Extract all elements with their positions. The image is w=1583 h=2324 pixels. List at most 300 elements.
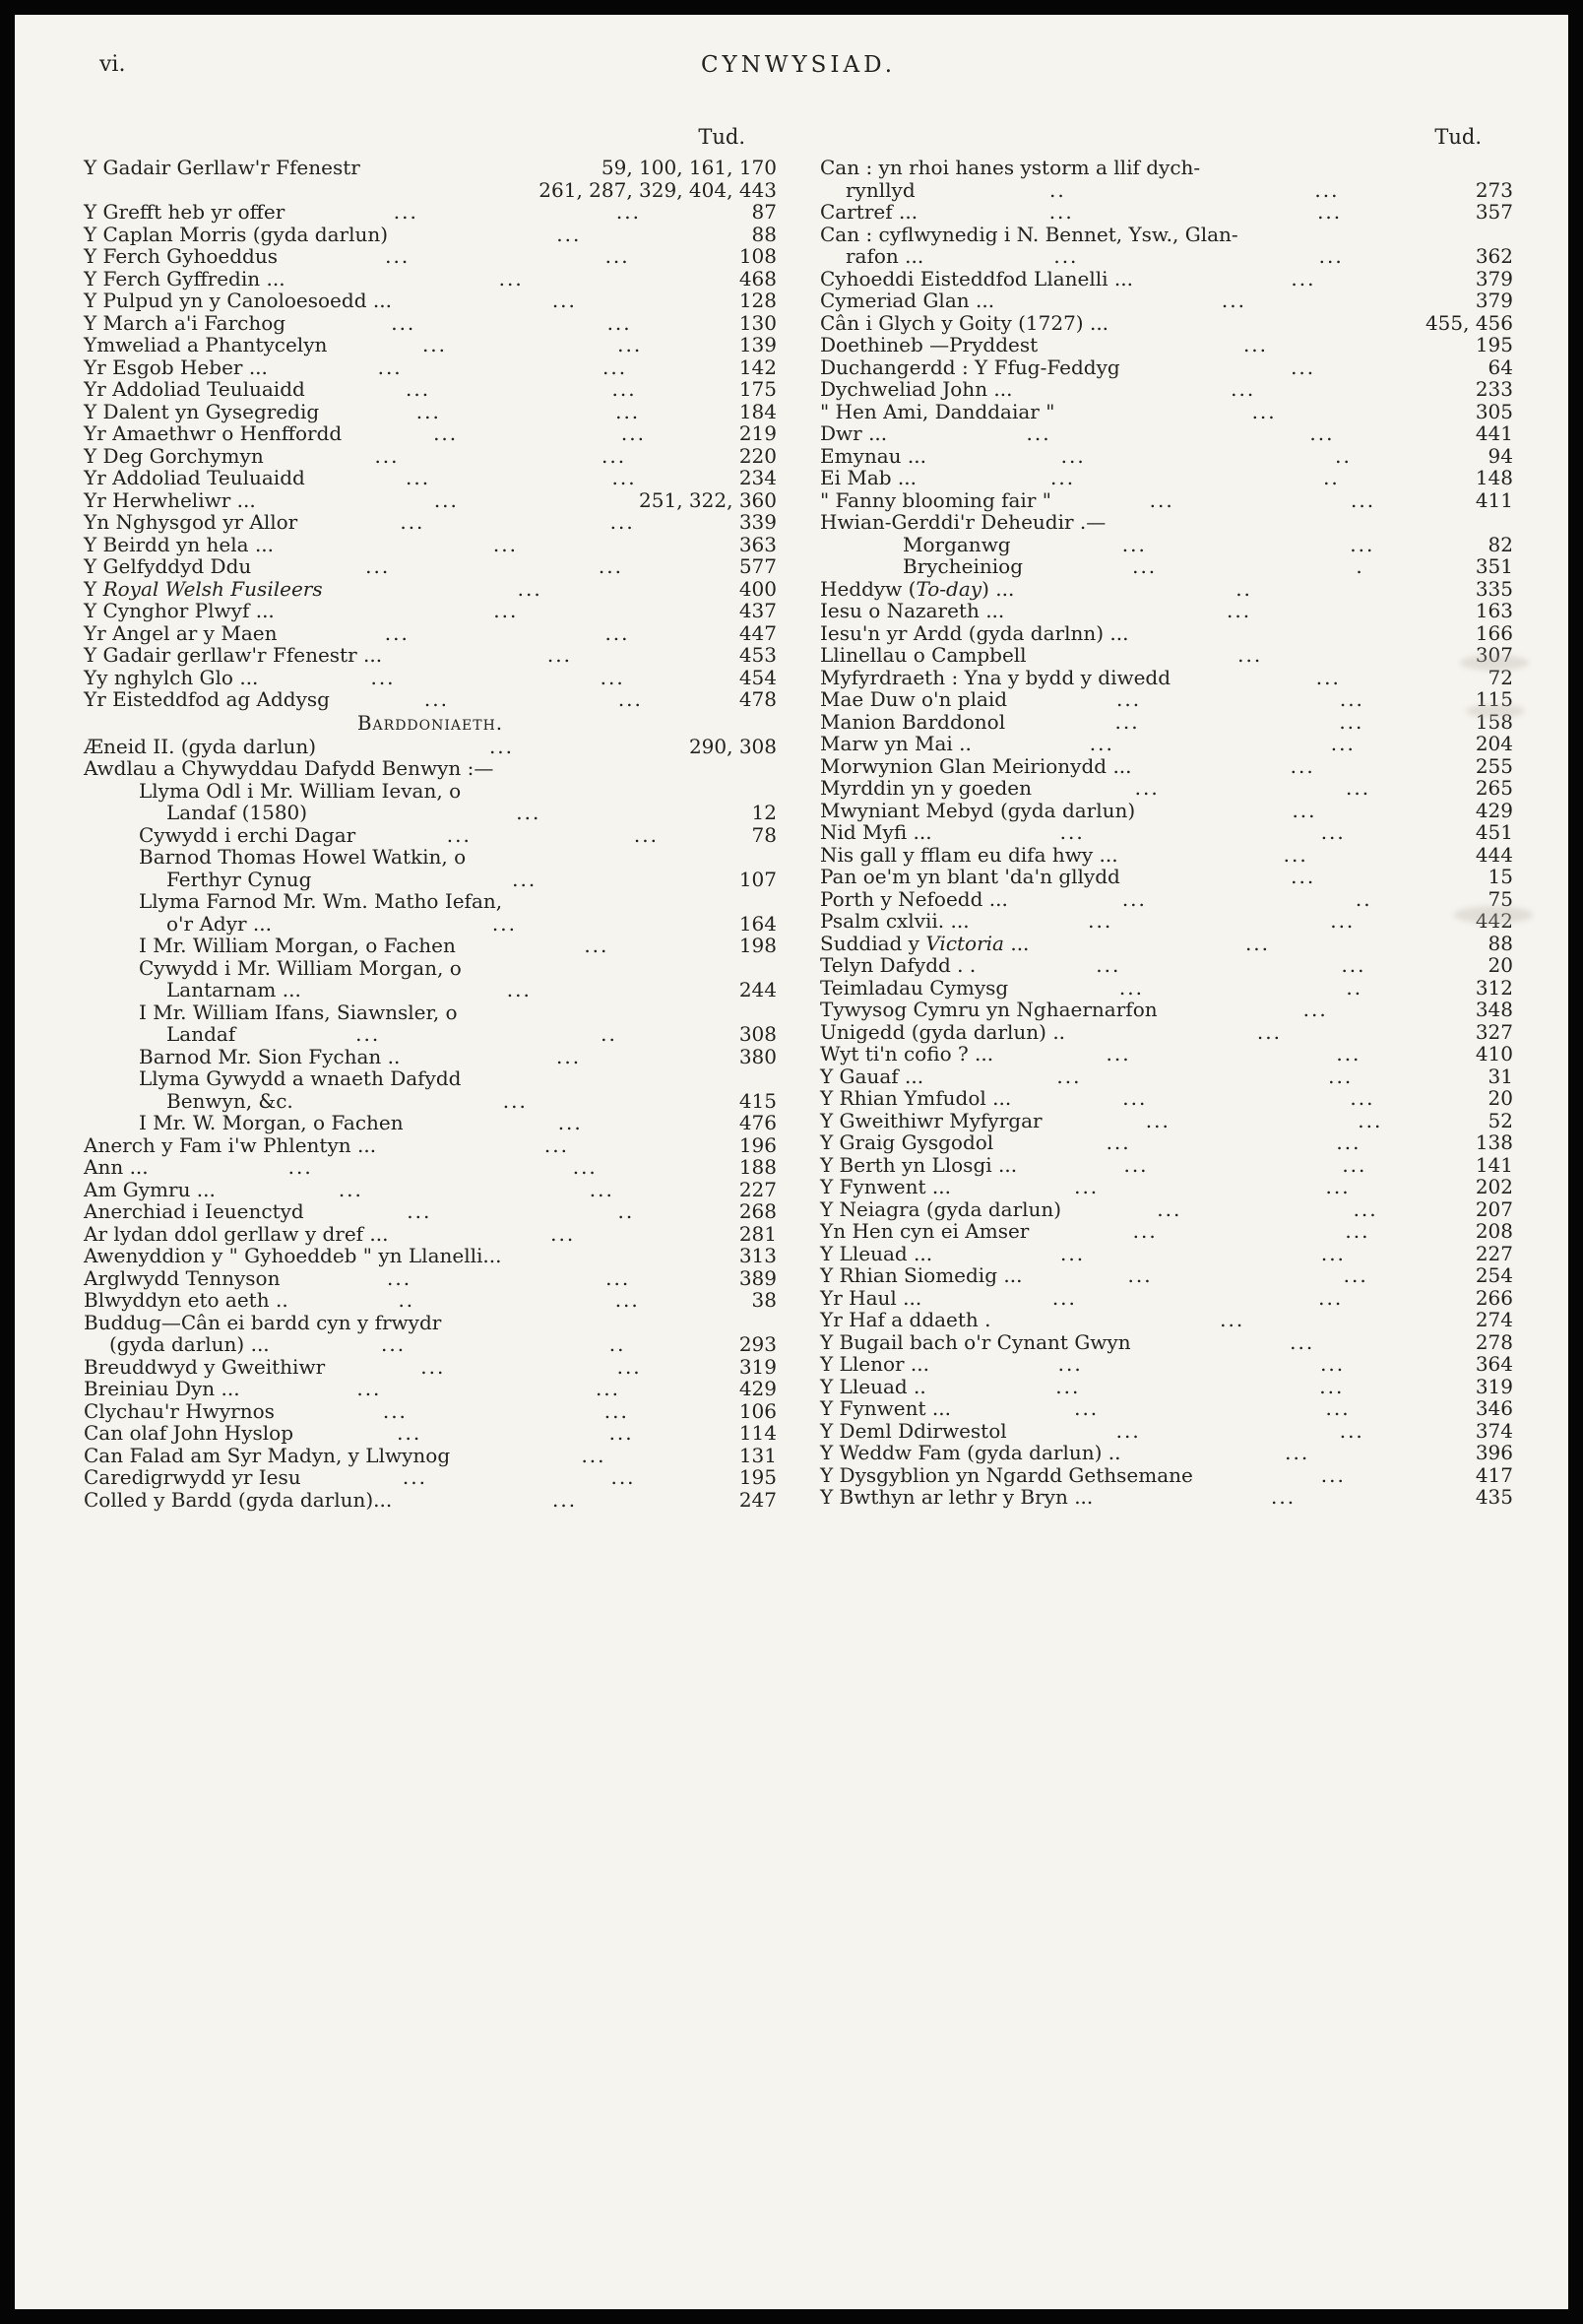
page-number: 198 bbox=[738, 934, 777, 957]
toc-row bbox=[84, 1067, 777, 1090]
toc-row bbox=[820, 1442, 1513, 1464]
entry-title: Manion Barddonol bbox=[820, 709, 1006, 734]
page-number: 227 bbox=[738, 1177, 777, 1201]
toc-row bbox=[84, 736, 777, 758]
entry-title: Blwyddyn eto aeth .. bbox=[84, 1288, 288, 1312]
page-number: 131 bbox=[738, 1443, 777, 1467]
page-number: 319 bbox=[738, 1354, 777, 1379]
toc-row bbox=[84, 1312, 777, 1334]
entry-title: Yr Esgob Heber ... bbox=[84, 355, 268, 379]
toc-row bbox=[820, 600, 1513, 622]
entry-title: Llyma Farnod Mr. Wm. Matho Iefan, bbox=[139, 889, 503, 913]
entry-title: Ann ... bbox=[84, 1155, 149, 1179]
entry-title: Nid Myfi ... bbox=[820, 820, 932, 844]
entry-title: Æneid II. (gyda darlun) bbox=[84, 734, 317, 758]
page-number: 87 bbox=[751, 200, 777, 224]
dot-leader: ... .. bbox=[1050, 467, 1340, 489]
dot-leader: ... ... bbox=[393, 201, 641, 224]
toc-row bbox=[820, 844, 1513, 867]
page-number: 244 bbox=[738, 978, 777, 1001]
entry-title: Yr Haul ... bbox=[820, 1285, 922, 1310]
toc-row bbox=[84, 979, 777, 1001]
entry-title: Duchangerdd : Y Ffug-Feddyg bbox=[820, 355, 1120, 379]
dot-leader: ... bbox=[546, 644, 572, 667]
dot-leader: ... ... bbox=[1127, 1264, 1368, 1287]
entry-title: Y Grefft heb yr offer bbox=[84, 200, 285, 224]
entry-title: Cyhoeddi Eisteddfod Llanelli ... bbox=[820, 266, 1133, 290]
entry-title: rafon ... bbox=[846, 244, 924, 268]
dot-leader: ... bbox=[1315, 666, 1341, 688]
page-number: 348 bbox=[1475, 998, 1513, 1021]
toc-row bbox=[820, 1021, 1513, 1044]
dot-leader: ... ... bbox=[1106, 1131, 1361, 1154]
toc-row bbox=[84, 1200, 777, 1223]
dot-leader: ... ... bbox=[1123, 1153, 1367, 1176]
entry-title: Y Ferch Gyhoeddus bbox=[84, 244, 278, 268]
entry-title: Dychweliad John ... bbox=[820, 377, 1013, 401]
dot-leader: ... bbox=[557, 1112, 583, 1134]
dot-leader: ... ... bbox=[402, 1466, 636, 1489]
page-number: 164 bbox=[738, 911, 777, 936]
dot-leader: ... ... bbox=[377, 355, 628, 378]
entry-title: Y March a'i Farchog bbox=[84, 310, 286, 335]
page-number: 108 bbox=[738, 244, 777, 268]
page-number: 400 bbox=[738, 576, 777, 601]
toc-row bbox=[84, 667, 777, 689]
toc-row bbox=[820, 245, 1513, 268]
toc-row bbox=[820, 1198, 1513, 1221]
scan-smudge bbox=[1466, 704, 1525, 718]
entry-title: Can : yn rhoi hanes ystorm a llif dych- bbox=[820, 156, 1201, 179]
dot-leader: ... bbox=[1302, 999, 1328, 1021]
toc-row bbox=[84, 445, 777, 468]
page-number: 454 bbox=[738, 665, 777, 689]
page-number: 339 bbox=[738, 510, 777, 534]
toc-row bbox=[820, 179, 1513, 202]
page-number: 335 bbox=[1475, 576, 1513, 601]
toc-row bbox=[84, 1001, 777, 1024]
toc-row bbox=[820, 378, 1513, 401]
toc-row bbox=[820, 201, 1513, 224]
entry-title: Brycheiniog bbox=[903, 554, 1023, 578]
toc-row bbox=[84, 555, 777, 578]
entry-title: Y Ferch Gyffredin ... bbox=[84, 266, 285, 290]
dot-leader: ... bbox=[1285, 1442, 1310, 1464]
page-number: 196 bbox=[738, 1132, 777, 1157]
page-number: 261, 287, 329, 404, 443 bbox=[538, 177, 777, 202]
toc-row bbox=[820, 1087, 1513, 1110]
dot-leader: ... ... bbox=[370, 666, 625, 688]
dot-leader: ... bbox=[1242, 334, 1269, 356]
toc-row bbox=[820, 445, 1513, 468]
dot-leader: ... ... bbox=[406, 378, 637, 401]
tud-header-left: Tud. bbox=[698, 125, 745, 149]
entry-title: Can Falad am Syr Madyn, y Llwynog bbox=[84, 1443, 451, 1467]
entry-title: Wyt ti'n cofio ? ... bbox=[820, 1042, 994, 1065]
entry-title: Mae Duw o'n plaid bbox=[820, 687, 1008, 711]
dot-leader: ... ... bbox=[1074, 1176, 1351, 1198]
dot-leader: ... bbox=[584, 935, 609, 957]
entry-title: Y Weddw Fam (gyda darlun) .. bbox=[820, 1441, 1121, 1464]
toc-row bbox=[820, 821, 1513, 844]
dot-leader: ... bbox=[543, 1133, 569, 1156]
toc-row bbox=[820, 1220, 1513, 1243]
entry-title: Yn Hen cyn ei Amser bbox=[820, 1219, 1030, 1243]
page-number: 396 bbox=[1475, 1441, 1513, 1464]
toc-row bbox=[820, 511, 1513, 534]
entry-title: Y Cynghor Plwyf ... bbox=[84, 599, 275, 622]
toc-row bbox=[84, 1112, 777, 1134]
entry-title: Y Gadair gerllaw'r Ffenestr ... bbox=[84, 643, 383, 667]
toc-row bbox=[820, 1331, 1513, 1354]
dot-leader: ... bbox=[1290, 1330, 1315, 1353]
toc-row bbox=[84, 378, 777, 401]
toc-row bbox=[820, 1043, 1513, 1065]
entry-title: Cân i Glych y Goity (1727) ... bbox=[820, 310, 1109, 335]
toc-row bbox=[820, 467, 1513, 489]
toc-row bbox=[820, 555, 1513, 578]
toc-row bbox=[84, 1179, 777, 1201]
toc-row bbox=[84, 1489, 777, 1512]
entry-title: Breiniau Dyn ... bbox=[84, 1377, 240, 1400]
page-number: 429 bbox=[738, 1377, 777, 1400]
dot-leader: ... ... bbox=[1121, 533, 1375, 555]
entry-title: Morganwg bbox=[903, 532, 1011, 556]
page-number: 273 bbox=[1475, 177, 1513, 202]
entry-title: Landaf (1580) bbox=[166, 801, 308, 824]
entry-title: Awdlau a Chywyddau Dafydd Benwyn :— bbox=[84, 756, 494, 780]
entry-title: Y Pulpud yn y Canoloesoedd ... bbox=[84, 289, 392, 312]
dot-leader: ... ... bbox=[420, 1355, 642, 1378]
toc-row bbox=[820, 910, 1513, 933]
entry-title: Y Deg Gorchymyn bbox=[84, 443, 264, 468]
toc-row bbox=[84, 268, 777, 290]
toc-row bbox=[820, 755, 1513, 778]
entry-title: Telyn Dafydd . . bbox=[820, 953, 977, 977]
entry-title: Yr Herwheliwr ... bbox=[84, 487, 256, 512]
toc-row bbox=[84, 935, 777, 957]
page-number: 114 bbox=[738, 1421, 777, 1445]
dot-leader: ... ... bbox=[1074, 1397, 1351, 1420]
dot-leader: ... . bbox=[1132, 555, 1364, 578]
dot-leader: ... ... bbox=[356, 1378, 621, 1400]
dot-leader: ... ... bbox=[287, 1156, 598, 1179]
page-number: 380 bbox=[738, 1044, 777, 1068]
page-number: 444 bbox=[1475, 842, 1513, 867]
entry-title: Breuddwyd y Gweithiwr bbox=[84, 1354, 326, 1379]
page-number: 293 bbox=[738, 1332, 777, 1356]
toc-row bbox=[820, 622, 1513, 645]
page-number: 442 bbox=[1475, 909, 1513, 933]
entry-title: Y Llenor ... bbox=[820, 1352, 929, 1376]
toc-row bbox=[820, 1376, 1513, 1398]
page-number: 38 bbox=[751, 1288, 777, 1312]
toc-row bbox=[820, 977, 1513, 1000]
toc-row bbox=[84, 245, 777, 268]
page-header bbox=[84, 52, 1513, 86]
entry-title: Can olaf John Hyslop bbox=[84, 1421, 294, 1445]
entry-title: Can : cyflwynedig i N. Bennet, Ysw., Glan- bbox=[820, 222, 1238, 246]
page-number: 447 bbox=[738, 620, 777, 645]
entry-title: Y Deml Ddirwestol bbox=[820, 1418, 1007, 1443]
page-number: 188 bbox=[738, 1155, 777, 1179]
entry-title: " Hen Ami, Danddaiar " bbox=[820, 399, 1055, 423]
page-number: 20 bbox=[1488, 1086, 1513, 1110]
toc-row bbox=[820, 1420, 1513, 1443]
dot-leader: ... bbox=[1283, 843, 1308, 866]
toc-row bbox=[820, 1176, 1513, 1198]
toc-row bbox=[820, 688, 1513, 711]
dot-leader: ... ... bbox=[1149, 488, 1376, 511]
page-number: 468 bbox=[738, 266, 777, 290]
dot-leader: ... bbox=[1231, 378, 1256, 401]
page-number: 254 bbox=[1475, 1263, 1513, 1287]
toc-row bbox=[84, 290, 777, 312]
entry-title: Y Gweithiwr Myfyrgar bbox=[820, 1108, 1043, 1132]
dot-leader: ... ... bbox=[1048, 201, 1343, 224]
entry-title: Clychau'r Hwyrnos bbox=[84, 1398, 275, 1423]
toc-row bbox=[84, 157, 777, 179]
toc-row bbox=[820, 534, 1513, 556]
toc-row bbox=[84, 356, 777, 379]
toc-row bbox=[820, 1486, 1513, 1509]
page-number: 130 bbox=[738, 310, 777, 335]
dot-leader: ... .. bbox=[407, 1200, 635, 1223]
dot-leader: ... ... bbox=[1060, 1242, 1346, 1264]
dot-leader: ... ... bbox=[415, 400, 641, 422]
toc-row bbox=[84, 1090, 777, 1113]
toc-row bbox=[820, 933, 1513, 955]
page-number: 220 bbox=[738, 443, 777, 468]
dot-leader: ... ... bbox=[406, 467, 637, 489]
entry-title: Yr Amaethwr o Henffordd bbox=[84, 421, 343, 445]
toc-columns bbox=[84, 125, 1513, 1511]
toc-row bbox=[820, 157, 1513, 179]
toc-row bbox=[84, 1445, 777, 1467]
page-number: 274 bbox=[1475, 1308, 1513, 1331]
page-number: 374 bbox=[1475, 1418, 1513, 1443]
entry-title: Cymeriad Glan ... bbox=[820, 289, 995, 312]
page-number: 195 bbox=[1475, 333, 1513, 356]
dot-leader: ... bbox=[516, 802, 541, 824]
dot-leader: ... ... bbox=[387, 1266, 631, 1289]
toc-row bbox=[84, 1223, 777, 1246]
page-number: 208 bbox=[1475, 1219, 1513, 1243]
toc-row bbox=[84, 757, 777, 780]
entry-title: Ar lydan ddol gerllaw y dref ... bbox=[84, 1221, 389, 1246]
entry-title: Y Bwthyn ar lethr y Bryn ... bbox=[820, 1485, 1094, 1509]
page-number: 75 bbox=[1488, 886, 1513, 911]
toc-row bbox=[820, 711, 1513, 734]
dot-leader: ... ... bbox=[1089, 733, 1356, 755]
entry-title: Yr Eisteddfod ag Addysg bbox=[84, 687, 330, 711]
toc-row bbox=[84, 334, 777, 356]
page-number: 319 bbox=[1475, 1374, 1513, 1398]
entry-title: (gyda darlun) ... bbox=[109, 1332, 270, 1356]
toc-row bbox=[820, 1154, 1513, 1177]
page-number: 379 bbox=[1475, 266, 1513, 290]
page-number: 15 bbox=[1488, 865, 1513, 888]
page-number: 251, 322, 360 bbox=[639, 487, 777, 512]
toc-row bbox=[820, 290, 1513, 312]
toc-row bbox=[84, 422, 777, 445]
entry-title: Benwyn, &c. bbox=[166, 1088, 293, 1113]
entry-title: Barnod Mr. Sion Fychan .. bbox=[139, 1044, 401, 1068]
dot-leader: ... ... bbox=[1057, 1353, 1346, 1376]
toc-row bbox=[84, 1466, 777, 1489]
page-number: 163 bbox=[1475, 599, 1513, 622]
page-number: 204 bbox=[1475, 732, 1513, 755]
page-number: 389 bbox=[738, 1265, 777, 1290]
dot-leader: ... .. bbox=[381, 1333, 626, 1356]
page-number: 158 bbox=[1475, 709, 1513, 734]
entry-title: Myfyrdraeth : Yna y bydd y diwedd bbox=[820, 665, 1171, 689]
dot-leader: ... ... bbox=[385, 245, 630, 268]
page-number: 148 bbox=[1475, 466, 1513, 489]
page-number: 307 bbox=[1475, 643, 1513, 667]
toc-rows-left bbox=[84, 157, 777, 1511]
entry-title: Tywysog Cymru yn Nghaernarfon bbox=[820, 998, 1158, 1021]
entry-title: Suddiad y Victoria ... bbox=[820, 931, 1030, 955]
dot-leader: ... bbox=[1271, 1486, 1297, 1509]
entry-title: Doethineb —Pryddest bbox=[820, 333, 1039, 356]
dot-leader: ... ... bbox=[397, 1422, 634, 1445]
toc-row bbox=[84, 869, 777, 891]
page-number: 247 bbox=[738, 1487, 777, 1512]
page-number: 441 bbox=[1475, 421, 1513, 445]
page-number: 202 bbox=[1475, 1175, 1513, 1198]
page-number: 364 bbox=[1475, 1352, 1513, 1376]
page-number: 478 bbox=[738, 687, 777, 711]
dot-leader: ... ... bbox=[1157, 1197, 1378, 1220]
dot-leader: ... bbox=[1320, 1463, 1346, 1486]
entry-title: Y Fynwent ... bbox=[820, 1396, 951, 1420]
toc-row bbox=[820, 224, 1513, 246]
dot-leader: ... ... bbox=[1056, 1065, 1354, 1087]
toc-row bbox=[84, 1046, 777, 1068]
dot-leader: ... bbox=[1227, 600, 1252, 622]
entry-title: " Fanny blooming fair " bbox=[820, 487, 1051, 512]
toc-row bbox=[820, 866, 1513, 888]
entry-title: Y Rhian Ymfudol ... bbox=[820, 1086, 1012, 1110]
page-number: 268 bbox=[738, 1199, 777, 1223]
page-number: 411 bbox=[1475, 487, 1513, 512]
page-number: 207 bbox=[1475, 1196, 1513, 1221]
entry-title: Y Beirdd yn hela ... bbox=[84, 532, 275, 556]
toc-row bbox=[820, 1243, 1513, 1265]
entry-title: Y Dysgyblion yn Ngardd Gethsemane bbox=[820, 1462, 1193, 1487]
entry-title: I Mr. William Morgan, o Fachen bbox=[139, 934, 456, 957]
toc-row bbox=[820, 1264, 1513, 1287]
page-number: 265 bbox=[1475, 776, 1513, 800]
entry-title: Iesu o Nazareth ... bbox=[820, 599, 1005, 622]
page-title: CYNWYSIAD. bbox=[700, 52, 897, 78]
entry-title: Anerch y Fam i'w Phlentyn ... bbox=[84, 1132, 377, 1157]
toc-row bbox=[820, 489, 1513, 512]
page-number: 31 bbox=[1488, 1064, 1513, 1088]
page-number: 281 bbox=[738, 1221, 777, 1246]
toc-row bbox=[84, 1422, 777, 1445]
page-number: 107 bbox=[738, 867, 777, 891]
dot-leader: ... bbox=[1290, 754, 1315, 777]
entry-title: Y Rhian Siomedig ... bbox=[820, 1263, 1023, 1287]
entry-title: Mwyniant Mebyd (gyda darlun) bbox=[820, 798, 1136, 822]
dot-leader: ... .. bbox=[1118, 976, 1363, 999]
toc-column-right bbox=[820, 125, 1513, 1511]
page-number: 362 bbox=[1475, 244, 1513, 268]
entry-title: Y Caplan Morris (gyda darlun) bbox=[84, 222, 389, 246]
tud-header-right: Tud. bbox=[1434, 125, 1482, 149]
dot-leader: ... bbox=[556, 223, 582, 245]
page-number: 142 bbox=[738, 355, 777, 379]
dot-leader: ... ... bbox=[1106, 1043, 1361, 1065]
toc-row bbox=[84, 312, 777, 335]
entry-title: Llyma Gywydd a wnaeth Dafydd bbox=[139, 1066, 462, 1090]
entry-title: I Mr. W. Morgan, o Fachen bbox=[139, 1111, 404, 1134]
page-number: 351 bbox=[1475, 554, 1513, 578]
toc-row bbox=[84, 1356, 777, 1379]
entry-title: Y Dalent yn Gysegredig bbox=[84, 399, 320, 423]
toc-rows-right bbox=[820, 157, 1513, 1509]
dot-leader: ... ... bbox=[1115, 1419, 1364, 1442]
entry-title: Dwr ... bbox=[820, 421, 888, 445]
toc-row bbox=[84, 846, 777, 869]
dot-leader: ... ... bbox=[1134, 777, 1371, 800]
entry-title: Emynau ... bbox=[820, 443, 926, 468]
dot-leader: ... bbox=[1291, 355, 1316, 378]
dot-leader: ... ... bbox=[384, 621, 630, 644]
dot-leader: ... ... bbox=[391, 311, 632, 334]
entry-title: Teimladau Cymysg bbox=[820, 975, 1009, 1000]
entry-title: Am Gymru ... bbox=[84, 1177, 216, 1201]
dot-leader: ... ... bbox=[374, 444, 627, 467]
dot-leader: ... ... bbox=[1026, 422, 1335, 445]
toc-row bbox=[820, 422, 1513, 445]
dot-leader: ... ... bbox=[1145, 1109, 1383, 1131]
entry-title: Heddyw (To-day) ... bbox=[820, 576, 1015, 601]
toc-row bbox=[820, 999, 1513, 1021]
entry-title: I Mr. William Ifans, Siawnsler, o bbox=[139, 1000, 458, 1024]
dot-leader: ... bbox=[1251, 400, 1277, 422]
entry-title: Landaf bbox=[166, 1022, 236, 1046]
dot-leader: ... ... bbox=[1122, 1087, 1375, 1110]
dot-leader: ... bbox=[1237, 644, 1263, 667]
toc-row bbox=[820, 401, 1513, 423]
entry-title: Cywydd i erchi Dagar bbox=[139, 822, 356, 847]
dot-leader: ... bbox=[550, 1222, 576, 1245]
dot-leader: .. ... bbox=[398, 1289, 640, 1312]
entry-title: Buddug—Cân ei bardd cyn y frwydr bbox=[84, 1310, 442, 1334]
toc-row bbox=[820, 733, 1513, 755]
entry-title: Unigedd (gyda darlun) .. bbox=[820, 1019, 1066, 1044]
toc-row bbox=[84, 1267, 777, 1290]
toc-row bbox=[820, 1353, 1513, 1376]
dot-leader: ... bbox=[1220, 1309, 1245, 1331]
page-number: 234 bbox=[738, 466, 777, 489]
dot-leader: ... ... bbox=[400, 511, 635, 534]
toc-row bbox=[820, 644, 1513, 667]
dot-leader: ... ... bbox=[1059, 821, 1346, 844]
toc-row bbox=[84, 489, 777, 512]
dot-leader: ... bbox=[1292, 799, 1317, 821]
toc-row bbox=[820, 954, 1513, 977]
page-number: 94 bbox=[1488, 443, 1513, 468]
dot-leader: ... bbox=[1291, 866, 1316, 888]
entry-title: Colled y Bardd (gyda darlun)... bbox=[84, 1487, 393, 1512]
entry-title: Ymweliad a Phantycelyn bbox=[84, 333, 328, 356]
entry-title: Anerchiad i Ieuenctyd bbox=[84, 1199, 304, 1223]
toc-row bbox=[84, 802, 777, 824]
